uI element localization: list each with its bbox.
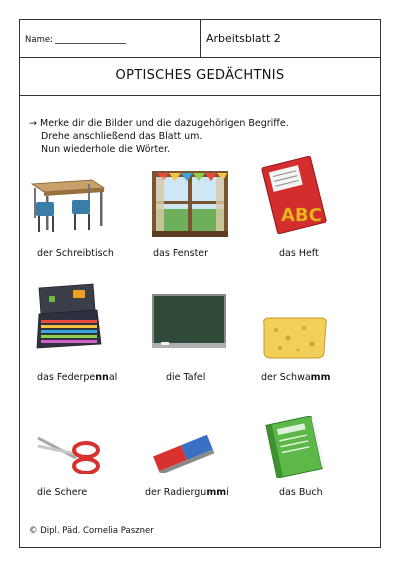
sheet-label: Arbeitsblatt 2 <box>206 32 281 45</box>
name-label: Name: <box>25 35 53 45</box>
caption-heft: das Heft <box>279 248 319 259</box>
window-icon <box>151 169 229 239</box>
worksheet <box>19 19 381 548</box>
page-title: OPTISCHES GEDÄCHTNIS <box>115 68 285 83</box>
title-row <box>20 58 380 96</box>
copyright-footer: © Dipl. Päd. Cornelia Paszner <box>29 526 154 536</box>
name-line <box>55 43 126 44</box>
chalkboard-icon <box>151 293 227 349</box>
caption-buch: das Buch <box>279 487 323 498</box>
caption-schere: die Schere <box>37 487 88 498</box>
book-icon <box>259 416 329 478</box>
caption-schreibtisch: der Schreibtisch <box>37 248 114 259</box>
eraser-icon <box>150 433 216 473</box>
instruction-line-2: Drehe anschließend das Blatt um. <box>41 131 203 142</box>
desk-icon <box>26 170 106 234</box>
instructions <box>29 117 289 156</box>
caption-federpennal: das Federpennal <box>37 372 118 383</box>
arrow-icon: → <box>29 118 37 129</box>
instruction-line-3: Nun wiederhole die Wörter. <box>41 144 171 155</box>
caption-schwamm: der Schwamm <box>261 372 331 383</box>
header-row <box>20 20 380 58</box>
heft-letters: ABC <box>281 205 322 226</box>
scissors-icon <box>36 434 106 474</box>
caption-fenster: das Fenster <box>153 248 209 259</box>
pencil-case-icon <box>33 282 105 354</box>
name-cell <box>20 20 201 58</box>
caption-radiergummi: der Radiergummi <box>145 487 229 498</box>
notebook-icon <box>259 155 329 235</box>
caption-tafel: die Tafel <box>166 372 206 383</box>
sponge-icon <box>258 314 332 362</box>
instruction-line-1: Merke dir die Bilder und die dazugehörigen Begriffe. <box>40 118 289 129</box>
